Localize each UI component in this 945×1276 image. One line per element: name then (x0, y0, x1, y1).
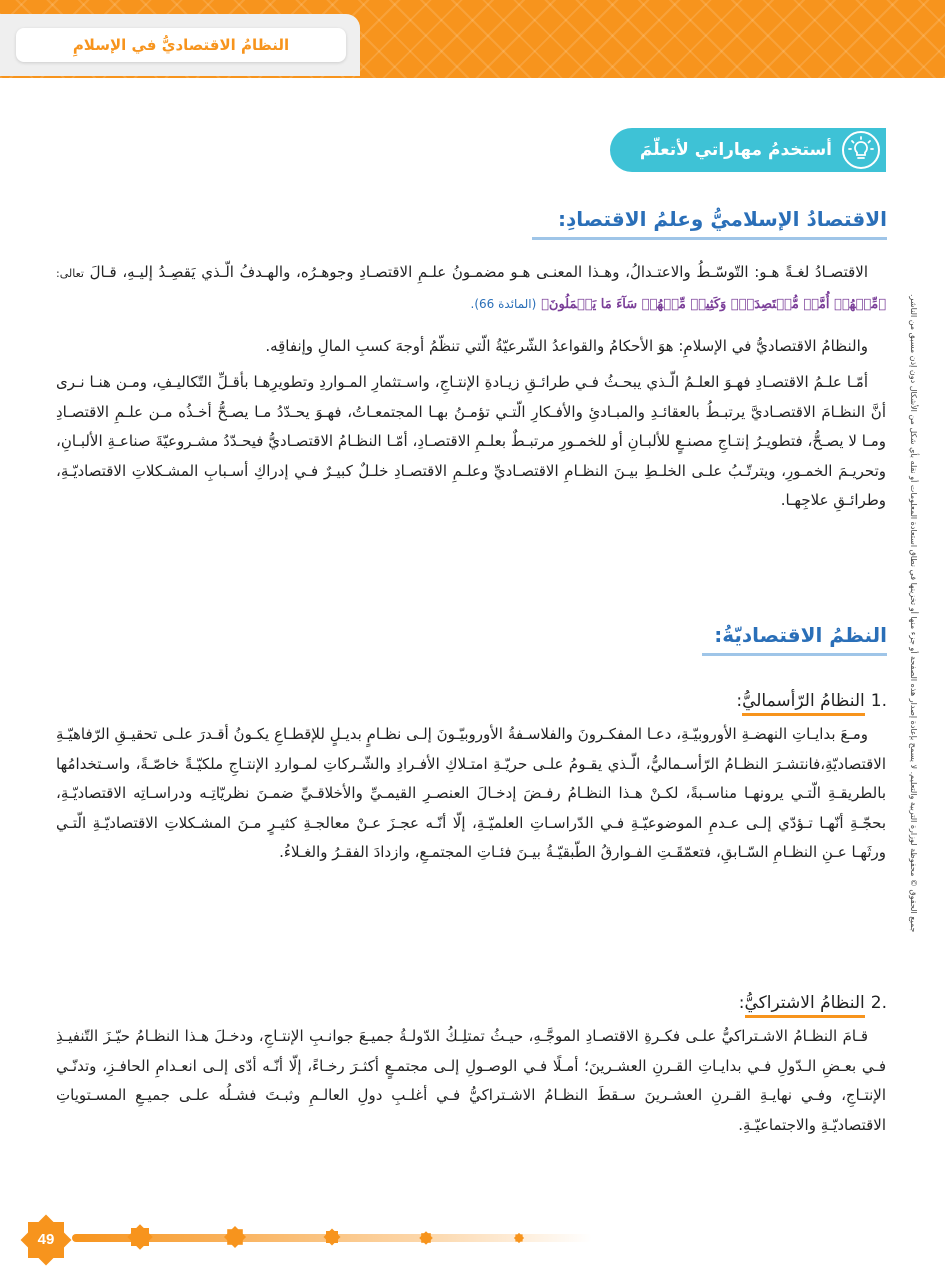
subheading-capitalism (736, 688, 887, 716)
chapter-title: النظامُ الاقتصاديُّ في الإسلامِ (16, 28, 346, 62)
paragraph-economics-science: أمّـا علـمُ الاقتصـادِ فهـوَ العلـمُ الّـذي يبحـثُ فـي طرائـقِ زيـادةِ الإنتـاجِ، واسـتثمارِ المـواردِ وتطويرِهـا بأقـلِّ التّكاليـفِ، ومـن هنـا نـرى أنَّ النظـامَ الاقتصـاديَّ يرتبـطُ بالعقائـدِ والمبـادئِ والأفـكارِ الّتـي تؤمـنُ بهـا المجتمعـاتُ، فهـوَ يحـدّدُ مـا يصـحُّ أخـذُه مـن علـمِ الاقتصـادِ ومـا لا يصـحُّ، فتطويـرُ إنتـاجِ مصنـعٍ للألبـانِ أو للخمـورِ مرتبـطٌ بعلـمِ الاقتصـادِ، أمّـا النظـامُ الاقتصـاديُّ فيحـدّدُ مشـروعيّةَ صناعـةِ الألبـانِ، وتحريـمَ الخمـورِ، ويترتّـبُ علـى الخلـطِ بيـنَ النظـامِ الاقتصـاديِّ وعلـمِ الاقتصـادِ خلـلٌ كبيـرٌ فـي إدراكِ أسـبابِ المشـكلاتِ الاقتصاديّـةِ، وطرائـقِ علاجِهـا. (56, 373, 886, 509)
section-heading-economic-systems: النظمُ الاقتصاديّةُ: (714, 620, 887, 656)
page-number-badge (16, 1210, 76, 1270)
footer-star-icon (125, 1222, 155, 1252)
skills-label: أستخدمُ مهاراتي لأتعلّمَ (639, 140, 832, 160)
quran-verse: ﴿مِّنۡهُمۡ أُمَّةٞ مُّقۡتَصِدَةٞۖ وَكَثِيرٞ مِّنۡهُمۡ سَآءَ مَا يَعۡمَلُونَ﴾ (541, 296, 886, 312)
quran-say-label: تعالى: (56, 267, 84, 280)
subheading-number: .1 (870, 691, 887, 711)
subheading-colon: : (738, 993, 745, 1013)
copyright-notice: جميع الحقوق © محفوظة لوزارة التربية والتعليم. لا يسمح بإعادة إصدار هذه الصفحة أو جزء منها أو تخزينها في نطاق استعادة المعلومات أو نقله بأي شكل من الأشكال دون إذن مسبق من الناشر. (909, 294, 918, 933)
paragraph-economic-system: والنظامُ الاقتصاديُّ في الإسلامِ: هوَ الأحكامُ والقواعدُ الشّرعيّةُ الّتي تنظّمُ أوجهَ كسبِ المالِ وإنفاقِه. (265, 337, 868, 355)
subheading-title: النظامُ الرّأسماليُّ (742, 689, 865, 716)
skills-banner (610, 128, 886, 172)
subheading-number: .2 (870, 993, 887, 1013)
paragraph-socialism: قـامَ النظـامُ الاشـتراكيُّ علـى فكـرةِ الاقتصـادِ الموجَّـهِ، حيـثُ تمتلِـكُ الدّولـةُ جميـعَ جوانـبِ الإنتـاجِ، ودخـلَ هـذا النظـامُ حيّـزَ التّنفيـذِ فـي بعـضِ الـدّولِ فـي بدايـاتِ القـرنِ العشـرينَ؛ أمـلًا فـي الوصـولِ إلـى مجتمـعٍ أكثـرَ رخـاءً، إلّا أنّـه أدّى إلـى انعـدامِ الحافـزِ، وتدنّـي الإنتـاجِ، وفـي نهايـةِ القـرنِ العشـرينَ سـقطَ النظـامُ الاشـتراكيُّ فـي أغلـبِ دولِ العالـمِ وثبـتَ فشـلُه علـى جميـعِ المسـتوياتِ الاقتصاديّـةِ والاجتماعيّـةِ. (56, 1027, 886, 1134)
subheading-socialism (739, 990, 887, 1018)
lightbulb-icon (842, 131, 880, 169)
subheading-title: النظامُ الاشتراكيُّ (745, 991, 865, 1018)
paragraph-definition-text: الاقتصـادُ لغـةً هـو: التّوسّـطُ والاعتـدالُ، وهـذا المعنـى هـو مضمـونُ علـمِ الاقتصـادِ وجوهـرُه، والهـدفُ الّـذي يَقصِـدُ إليـهِ، قـالَ (89, 263, 868, 281)
footer-star-icon (222, 1224, 248, 1250)
section-heading-islamic-economy: الاقتصادُ الإسلاميُّ وعلمُ الاقتصادِ: (558, 204, 887, 240)
subheading-colon: : (736, 691, 743, 711)
footer-star-icon (513, 1232, 525, 1244)
footer-star-icon (322, 1227, 342, 1247)
footer-star-icon (418, 1230, 434, 1246)
paragraph-definition (56, 258, 886, 319)
quran-reference: (المائدة 66). (470, 296, 537, 311)
page-number: 49 (37, 1231, 55, 1248)
paragraph-capitalism: ومـعَ بدايـاتِ النهضـةِ الأوروبيّـةِ، دعـا المفكـرونَ والفلاسـفةُ الأوروبيّـونَ إلـى نظـامٍ بديـلٍ للإقطـاعِ يكـونُ أقـدرَ علـى تحقيـقِ الرّفاهيّـةِ الاقتصاديّةِ،فانتشـرَ النظـامُ الرّأسـماليُّ، الّـذي يقـومُ علـى حريّـةِ امتـلاكِ الأفـرادِ والشّـركاتِ لمـواردِ الإنتـاجِ ملكيّـةً خاصّـةً، واسـتخدامُها بالطريقـةِ الّتـي يرونهـا مناسـبةً، لكـنْ هـذا النظـامُ رفـضَ إدخـالَ العنصـرِ القيمـيِّ والأخلاقـيِّ ضمـنَ نظريّاتِـه ودراسـاتِه الاقتصاديّـةِ، بحجّـةِ أنّهـا تـؤدّي إلـى عـدمِ الموضوعيّـةِ فـي الدّراسـاتِ العلميّـةِ، إلّا أنّـه عجـزَ عـنْ معالجـةِ كثيـرٍ مـنَ المشـكلاتِ الاقتصاديّـةِ الّتـي ورثَهـا عـنِ النظـامِ السّـابقِ، فتعمّقَـتِ الفـوارقُ الطّبقيّـةُ بيـنَ فئـاتِ المجتمـعِ، وازدادَ الفقـرُ والغـلاءُ. (56, 725, 886, 861)
